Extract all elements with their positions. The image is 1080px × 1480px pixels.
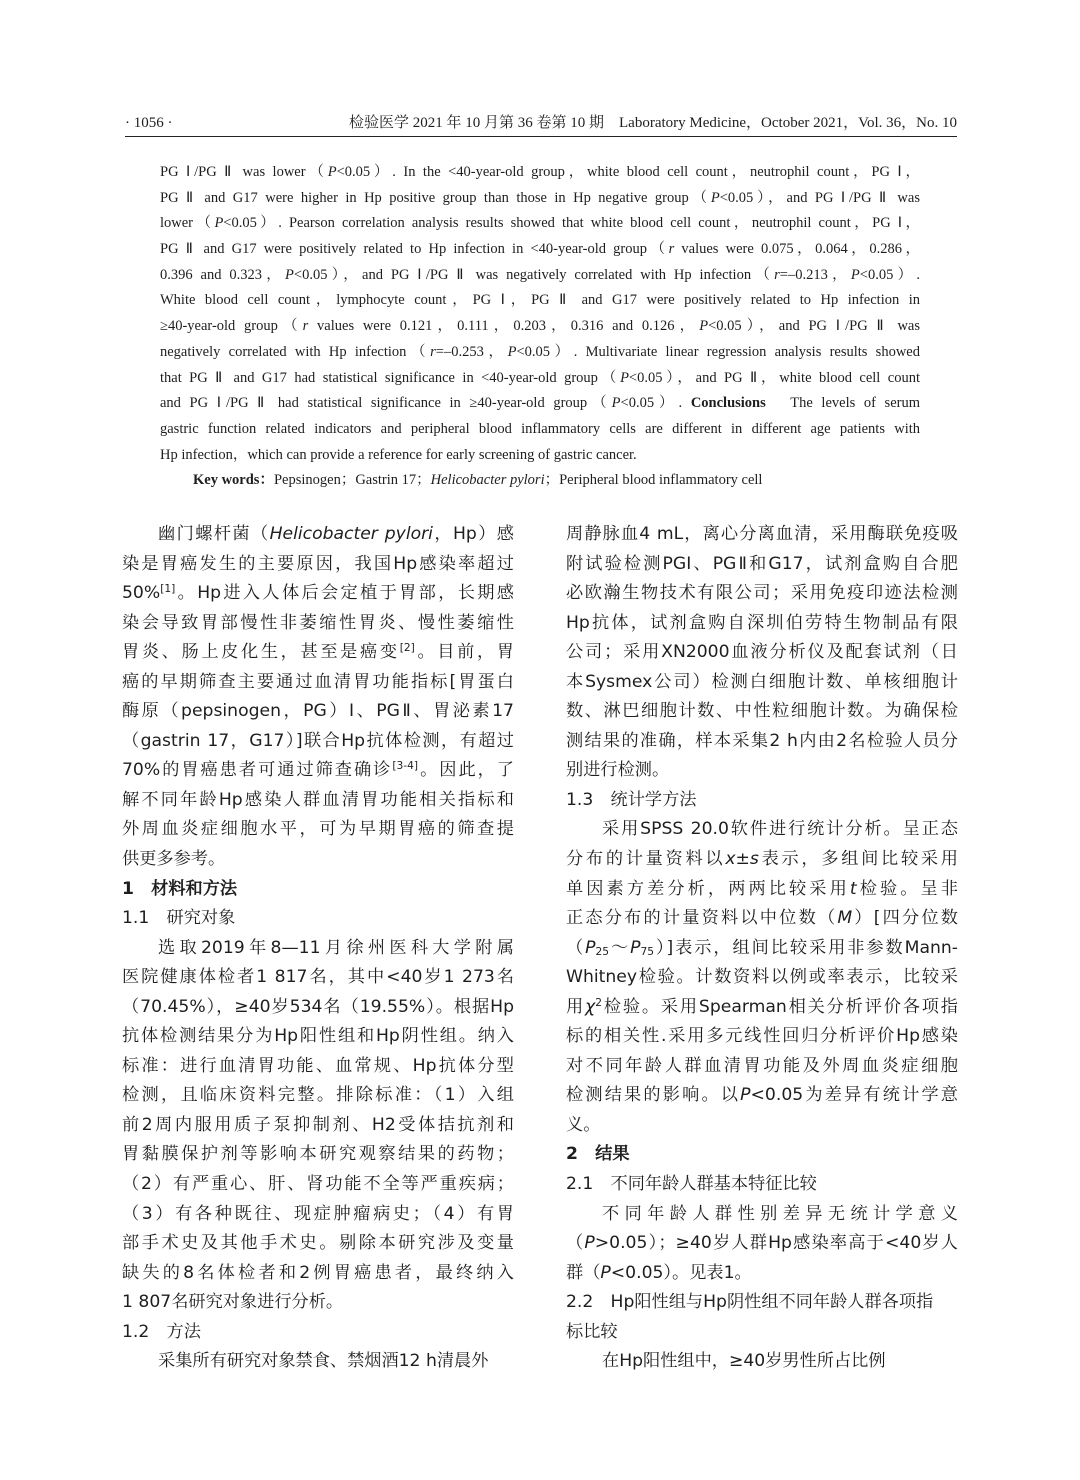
text-line: 正态分布的计量资料以中位数（M）[四分位数 <box>566 908 958 929</box>
text-line: 附试验检测PGI、PGⅡ和G17，试剂盒购自合肥 <box>566 553 958 574</box>
text-line: 分布的计量资料以x±s表示，多组间比较采用 <box>566 849 958 870</box>
text-line: 酶原（pepsinogen，PG）Ⅰ、PGⅡ、胃泌素17 <box>122 701 514 722</box>
text-line: （3）有各种既往、现症肿瘤病史；（4）有胃 <box>122 1203 514 1224</box>
text-line: 采用SPSS 20.0软件进行统计分析。呈正态 <box>602 819 958 840</box>
text-line: 公司；采用XN2000血液分析仪及配套试剂（日 <box>566 642 958 663</box>
text-line: PG Ⅱ and G17 were positively related to Hp infection in <40-year-old group（r values were 0.075，0.064，0.286， <box>160 241 920 258</box>
text-line: 标比较 <box>566 1321 618 1342</box>
text-line: Hp infection，which can provide a reference for early screening of gastric cancer. <box>160 446 637 463</box>
text-line: that PG Ⅱ and G17 had statistical significance in <40-year-old group（P<0.05），and PG Ⅱ，white blood cell count <box>160 369 920 386</box>
text-line: 外周血炎症细胞水平，可为早期胃癌的筛查提 <box>122 819 514 840</box>
english-abstract <box>160 160 920 468</box>
text-line: 缺失的8名体检者和2例胃癌患者，最终纳入 <box>122 1262 514 1283</box>
body-column-right <box>566 520 958 1377</box>
text-line: 1.3 统计学方法 <box>566 789 697 810</box>
text-line: and PG Ⅰ/PG Ⅱ had statistical significance in ≥40-year-old group（P<0.05）. Conclusions The levels of serum <box>160 395 920 412</box>
text-line: 癌的早期筛查主要通过血清胃功能指标[胃蛋白 <box>122 671 514 692</box>
text-line: Whitney检验。计数资料以例或率表示，比较采 <box>566 967 958 988</box>
text-line: 标准：进行血清胃功能、血常规、Hp抗体分型 <box>122 1055 514 1076</box>
text-line: 采集所有研究对象禁食、禁烟酒12 h清晨外 <box>158 1351 489 1372</box>
text-line: 1.2 方法 <box>122 1321 201 1342</box>
text-line: 胃炎、肠上皮化生，甚至是癌变[2]。目前，胃 <box>122 641 514 663</box>
text-line: 前2周内服用质子泵抑制剂、H2受体拮抗剂和 <box>122 1114 514 1135</box>
text-line: gastric function related indicators and peripheral blood inflammatory cells are different in different age patients with <box>160 420 920 437</box>
text-line: 用$\chi^2$检验。采用Spearman相关分析评价各项指 <box>566 995 958 1017</box>
text-line: 幽门螺杆菌（Helicobacter pylori，Hp）感 <box>158 524 514 544</box>
text-line: 数、淋巴细胞计数、中性粒细胞计数。为确保检 <box>566 701 958 722</box>
page-header <box>125 112 957 138</box>
text-line: 抗体检测结果分为Hp阳性组和Hp阴性组。纳入 <box>122 1026 514 1047</box>
text-line: 周静脉血4 mL，离心分离血清，采用酶联免疫吸 <box>566 524 958 544</box>
text-line: 检测，且临床资料完整。排除标准：（1）入组 <box>122 1085 514 1106</box>
text-line: 在Hp阳性组中，≥40岁男性所占比例 <box>602 1351 886 1372</box>
text-line: （70.45%），≥40岁534名（19.55%）。根据Hp <box>122 996 514 1017</box>
text-line: 2.2 Hp阳性组与Hp阴性组不同年龄人群各项指 <box>566 1292 934 1313</box>
text-line: 供更多参考。 <box>122 849 226 870</box>
text-line: 群（P<0.05）。见表1。 <box>566 1262 752 1283</box>
text-line: 测结果的准确，样本采集2 h内由2名检验人员分 <box>566 730 958 751</box>
text-line: 必欧瀚生物技术有限公司；采用免疫印迹法检测 <box>566 583 958 604</box>
text-line: lower（P<0.05）. Pearson correlation analysis results showed that white blood cell count，neutrophil count，PG Ⅰ， <box>160 215 921 232</box>
text-line: 2.1 不同年龄人群基本特征比较 <box>566 1174 817 1195</box>
text-line: 1 材料和方法 <box>122 878 238 899</box>
body-column-left <box>122 520 514 1377</box>
text-line: （gastrin 17，G17）]联合Hp抗体检测，有超过 <box>122 730 514 751</box>
text-line: 标的相关性.采用多元线性回归分析评价Hp感染 <box>566 1026 958 1047</box>
keywords-line <box>193 468 762 492</box>
text-line: 0.396 and 0.323，P<0.05），and PG Ⅰ/PG Ⅱ was negatively correlated with Hp infection（r=–0.213，P<0.05）. <box>160 266 920 283</box>
text-line: negatively correlated with Hp infection（r=–0.253，P<0.05）. Multivariate linear regression analysis results showed <box>160 343 920 360</box>
text-line: 染是胃癌发生的主要原因，我国Hp感染率超过 <box>122 553 514 574</box>
text-line: White blood cell count，lymphocyte count，PG Ⅰ，PG Ⅱ and G17 were positively related to Hp infection in <box>160 292 920 309</box>
text-line: 解不同年龄Hp感染人群血清胃功能相关指标和 <box>122 789 514 810</box>
text-line: 1 807名研究对象进行分析。 <box>122 1292 344 1313</box>
text-line: 2 结果 <box>566 1144 630 1165</box>
text-line: （P>0.05）；≥40岁人群Hp感染率高于<40岁人 <box>566 1233 958 1254</box>
text-line: （2）有严重心、肝、肾功能不全等严重疾病； <box>122 1174 514 1195</box>
text-line: 医院健康体检者1 817名，其中<40岁1 273名 <box>122 967 514 988</box>
keywords-label: Key words： <box>193 472 274 488</box>
text-line: 对不同年龄人群血清胃功能及外周血炎症细胞 <box>566 1055 958 1076</box>
text-line: 选取2019年8—11月徐州医科大学附属 <box>158 937 514 958</box>
page-number: · 1056 · <box>125 115 173 131</box>
text-line: $(P_{25}\sim P_{75})$]表示，组间比较采用非参数Mann- <box>566 937 958 958</box>
text-line: 部手术史及其他手术史。剔除本研究涉及变量 <box>122 1233 514 1254</box>
text-line: PG Ⅱ and G17 were higher in Hp positive group than those in Hp negative group（P<0.05），and PG Ⅰ/PG Ⅱ was <box>160 189 920 206</box>
text-line: 别进行检测。 <box>566 760 670 781</box>
text-line: 70%的胃癌患者可通过筛查确诊[3-4]。因此，了 <box>122 759 514 781</box>
journal-running-head: 检验医学 2021 年 10 月第 36 卷第 10 期 Laboratory Medicine，October 2021，Vol. 36，No. 10 <box>349 115 957 131</box>
text-line: 义。 <box>566 1114 601 1135</box>
text-line: 单因素方差分析，两两比较采用t检验。呈非 <box>566 878 958 899</box>
text-line: 不同年龄人群性别差异无统计学意义 <box>602 1203 958 1224</box>
keywords-text: Pepsinogen；Gastrin 17；Helicobacter pylori；Peripheral blood inflammatory cell <box>273 472 763 488</box>
text-line: ≥40-year-old group（r values were 0.121，0.111，0.203，0.316 and 0.126，P<0.05），and PG Ⅰ/PG Ⅱ was <box>160 318 921 335</box>
text-line: 胃黏膜保护剂等影响本研究观察结果的药物； <box>122 1144 514 1165</box>
header-rule <box>125 136 957 137</box>
text-line: Hp抗体，试剂盒购自深圳伯劳特生物制品有限 <box>566 612 958 633</box>
text-line: 50%[1]。Hp进入人体后会定植于胃部，长期感 <box>122 582 514 604</box>
text-line: 检测结果的影响。以P<0.05为差异有统计学意 <box>566 1085 958 1106</box>
text-line: PG Ⅰ/PG Ⅱ was lower（P<0.05）. In the <40-year-old group，white blood cell count，neutrophil count，PG Ⅰ， <box>160 164 921 180</box>
text-line: 本Sysmex公司）检测白细胞计数、单核细胞计 <box>566 671 958 692</box>
text-line: 染会导致胃部慢性非萎缩性胃炎、慢性萎缩性 <box>122 612 514 633</box>
text-line: 1.1 研究对象 <box>122 908 236 929</box>
